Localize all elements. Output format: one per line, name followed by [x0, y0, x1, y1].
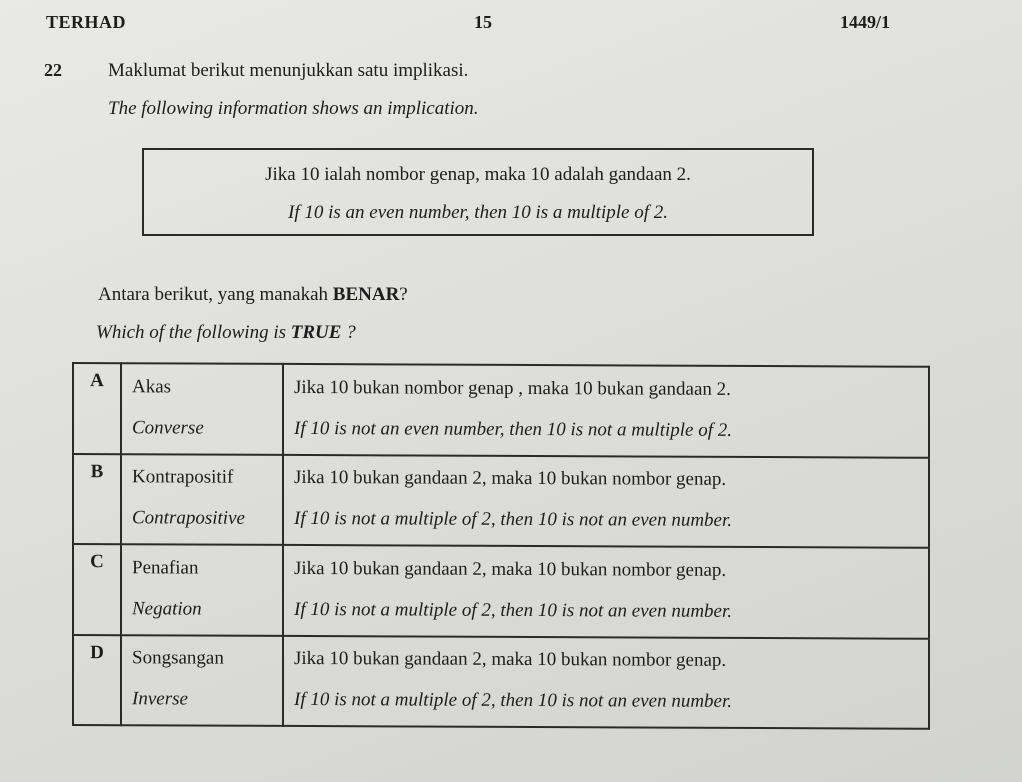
option-term-english: Converse	[132, 416, 204, 439]
option-statement-malay: Jika 10 bukan gandaan 2, maka 10 bukan nombor genap.	[294, 647, 727, 671]
question-stem-malay: Maklumat berikut menunjukkan satu implikasi.	[108, 60, 469, 81]
prompt-malay-text: Antara berikut, yang manakah	[98, 284, 333, 305]
option-term-cell	[121, 635, 283, 726]
paper-code: 1449/1	[840, 12, 891, 32]
option-letter-cell	[73, 363, 121, 454]
prompt-malay-emphasis: BENAR	[332, 284, 400, 305]
option-row-c[interactable]	[73, 544, 929, 638]
option-statement-malay: Jika 10 bukan gandaan 2, maka 10 bukan nombor genap.	[294, 557, 727, 581]
option-term-malay: Songsangan	[132, 647, 224, 669]
implication-malay: Jika 10 ialah nombor genap, maka 10 adalah gandaan 2.	[265, 164, 691, 185]
option-term-malay: Kontrapositif	[132, 466, 234, 488]
option-letter-cell	[73, 635, 121, 726]
option-statement-cell	[283, 364, 929, 457]
option-statement-cell	[283, 454, 929, 547]
option-term-english: Contrapositive	[132, 507, 245, 529]
option-term-english: Negation	[132, 597, 202, 620]
option-row-d[interactable]	[73, 635, 929, 729]
option-letter-cell	[73, 544, 121, 635]
implication-box	[142, 148, 814, 236]
option-term-cell	[121, 454, 283, 545]
option-statement-english: If 10 is not a multiple of 2, then 10 is not an even number.	[294, 598, 733, 622]
option-statement-cell	[283, 635, 929, 728]
question-stem-english: The following information shows an implication.	[108, 98, 479, 119]
question-number: 22	[44, 60, 62, 80]
option-term-malay: Penafian	[132, 556, 199, 579]
prompt-english-text: Which of the following is	[96, 322, 291, 343]
option-term-english: Inverse	[132, 688, 188, 710]
option-letter: B	[90, 460, 104, 482]
option-statement-english: If 10 is not a multiple of 2, then 10 is not an even number.	[294, 688, 733, 712]
option-row-a[interactable]	[73, 363, 929, 457]
prompt-malay	[98, 284, 408, 306]
option-term-cell	[121, 363, 283, 454]
implication-english: If 10 is an even number, then 10 is a multiple of 2.	[288, 202, 668, 223]
prompt-english-emphasis: TRUE	[290, 322, 342, 343]
option-statement-english: If 10 is not an even number, then 10 is not a multiple of 2.	[294, 417, 733, 441]
option-letter: A	[90, 370, 104, 392]
option-term-malay: Akas	[132, 375, 172, 397]
prompt-english	[96, 322, 356, 344]
option-statement-english: If 10 is not a multiple of 2, then 10 is not an even number.	[294, 507, 733, 531]
option-term-cell	[121, 544, 283, 635]
option-letter: C	[90, 551, 104, 573]
option-letter: D	[90, 641, 104, 663]
options-table	[72, 362, 930, 730]
prompt-english-end: ?	[341, 322, 356, 343]
option-statement-cell	[283, 545, 929, 638]
classification-label: TERHAD	[46, 12, 127, 32]
option-statement-malay: Jika 10 bukan gandaan 2, maka 10 bukan nombor genap.	[294, 466, 727, 490]
option-row-b[interactable]	[73, 454, 929, 548]
option-letter-cell	[73, 454, 121, 545]
page-number: 15	[474, 12, 492, 32]
option-statement-malay: Jika 10 bukan nombor genap , maka 10 bukan gandaan 2.	[294, 376, 731, 400]
prompt-malay-end: ?	[399, 284, 408, 305]
